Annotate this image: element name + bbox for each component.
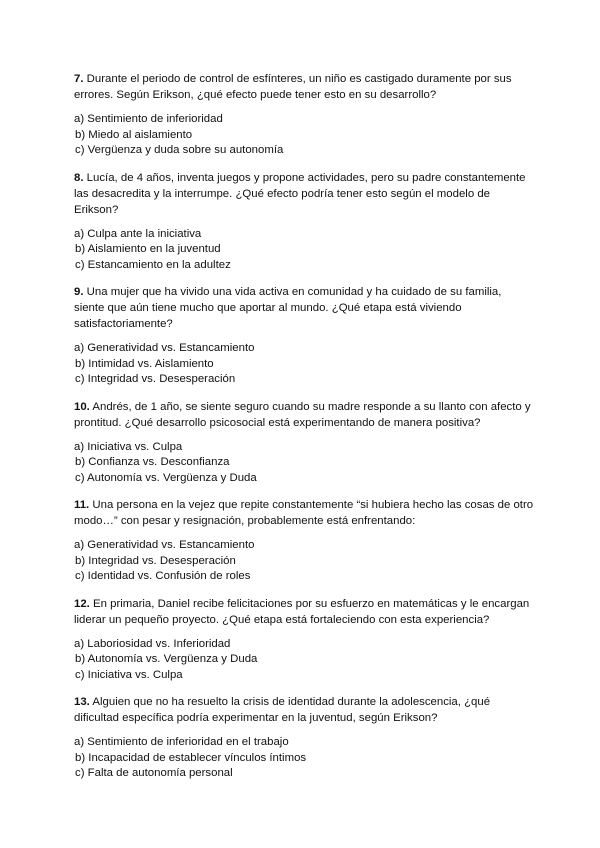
- question-prompt: Una mujer que ha vivido una vida activa en comunidad y ha cuidado de su familia, siente que aún tiene mucho que aportar al mundo. ¿Qué etapa está viviendo satisfactoriamente?: [74, 286, 502, 330]
- option-c: c) Estancamiento en la adultez: [75, 258, 231, 271]
- question-13: [74, 694, 534, 782]
- option-c: c) Autonomía vs. Vergüenza y Duda: [75, 471, 257, 484]
- question-7: [74, 71, 534, 159]
- question-text: [74, 596, 534, 628]
- question-9: [74, 284, 534, 388]
- option-b: b) Autonomía vs. Vergüenza y Duda: [75, 653, 258, 665]
- answer-options: [74, 637, 534, 684]
- question-prompt: Alguien que no ha resuelto la crisis de identidad durante la adolescencia, ¿qué dificultad específica podría experimentar en la juventud, según Erikson?: [74, 696, 491, 724]
- question-text: [74, 694, 534, 726]
- option-c: c) Iniciativa vs. Culpa: [75, 668, 183, 681]
- option-a: a) Generatividad vs. Estancamiento: [74, 342, 255, 354]
- question-text: [74, 170, 534, 218]
- question-number: 10.: [74, 400, 90, 413]
- option-b: b) Incapacidad de establecer vínculos íntimos: [75, 751, 307, 764]
- option-a: a) Sentimiento de inferioridad: [74, 113, 223, 125]
- option-b: b) Miedo al aislamiento: [75, 128, 193, 141]
- option-a: a) Sentimiento de inferioridad en el trabajo: [74, 736, 289, 748]
- question-prompt: En primaria, Daniel recibe felicitaciones por su esfuerzo en matemáticas y le encargan liderar un pequeño proyecto. ¿Qué etapa está fortaleciendo con esta experiencia?: [74, 597, 530, 626]
- question-number: 9.: [74, 286, 84, 298]
- option-b: b) Confianza vs. Desconfianza: [75, 456, 230, 468]
- option-c: c) Integridad vs. Desesperación: [75, 373, 236, 385]
- option-b: b) Integridad vs. Desesperación: [75, 554, 236, 567]
- question-number: 7.: [74, 73, 84, 85]
- question-10: [74, 399, 534, 487]
- question-number: 11.: [74, 499, 90, 511]
- question-prompt: Durante el periodo de control de esfínteres, un niño es castigado duramente por sus errores. Según Erikson, ¿qué efecto puede tener esto en su desarrollo?: [74, 73, 512, 101]
- answer-options: [74, 112, 534, 159]
- answer-options: [74, 227, 534, 274]
- question-12: [74, 596, 534, 684]
- question-text: [74, 71, 534, 103]
- option-c: c) Vergüenza y duda sobre su autonomía: [75, 144, 284, 156]
- question-text: [74, 399, 534, 431]
- question-number: 8.: [74, 171, 84, 184]
- question-text: [74, 497, 534, 529]
- question-number: 13.: [74, 696, 90, 708]
- question-text: [74, 284, 534, 332]
- answer-options: [74, 735, 534, 782]
- answer-options: [74, 341, 534, 388]
- question-prompt: Andrés, de 1 año, se siente seguro cuando su madre responde a su llanto con afecto y prontitud. ¿Qué desarrollo psicosocial está experimentando de manera positiva?: [74, 400, 531, 429]
- question-prompt: Una persona en la vejez que repite constantemente “si hubiera hecho las cosas de otro modo…” con pesar y resignación, probablemente está enfrentando:: [74, 499, 534, 527]
- option-c: c) Falta de autonomía personal: [75, 767, 233, 779]
- option-b: b) Intimidad vs. Aislamiento: [75, 357, 214, 370]
- answer-options: [74, 440, 534, 487]
- option-b: b) Aislamiento en la juventud: [75, 243, 221, 255]
- option-a: a) Generatividad vs. Estancamiento: [74, 539, 255, 551]
- option-a: a) Iniciativa vs. Culpa: [74, 440, 183, 453]
- answer-options: [74, 538, 534, 585]
- document-page: [74, 71, 534, 793]
- question-prompt: Lucía, de 4 años, inventa juegos y propone actividades, pero su padre constantemente las desacredita y la interrumpe. ¿Qué efecto podría tener esto según el modelo de Erikson?: [74, 171, 526, 216]
- option-a: a) Laboriosidad vs. Inferioridad: [74, 637, 231, 650]
- question-11: [74, 497, 534, 585]
- option-a: a) Culpa ante la iniciativa: [74, 227, 202, 240]
- question-number: 12.: [74, 597, 90, 610]
- question-8: [74, 170, 534, 274]
- option-c: c) Identidad vs. Confusión de roles: [75, 570, 251, 582]
